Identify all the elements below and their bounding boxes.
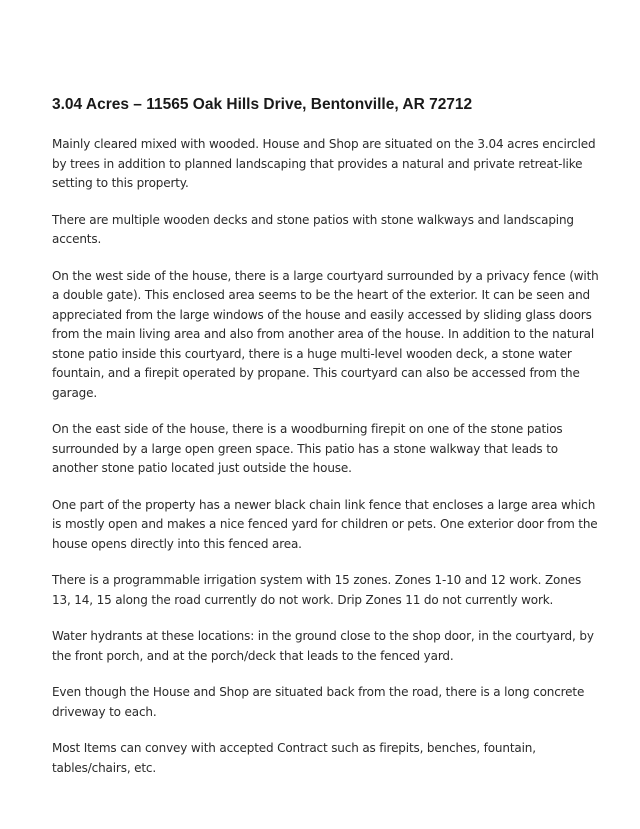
paragraph-east-firepit: On the east side of the house, there is a woodburning firepit on one of the stone patios surrounded by a large open green space. This patio has a stone walkway that leads to another stone patio located just outside the house. — [52, 422, 563, 475]
paragraph-decks-patios: There are multiple wooden decks and stone patios with stone walkways and landscaping accents. — [52, 212, 574, 246]
paragraph-fenced-yard: One part of the property has a newer black chain link fence that encloses a large area which is mostly open and makes a nice fenced yard for children or pets. One exterior door from the house opens directly into this fenced area. — [52, 497, 598, 551]
paragraph-water-hydrants: Water hydrants at these locations: in the ground close to the shop door, in the courtyard, by the front porch, and at the porch/deck that leads to the fenced yard. — [52, 629, 594, 663]
paragraph-irrigation: There is a programmable irrigation system with 15 zones. Zones 1-10 and 12 work. Zones 13, 14, 15 along the road currently do not work. Drip Zones 11 do not currently work. — [52, 573, 582, 607]
paragraph-conveyance: Most Items can convey with accepted Contract such as firepits, benches, fountain, tables/chairs, etc. — [52, 741, 536, 775]
document-title: 3.04 Acres – 11565 Oak Hills Drive, Bentonville, AR 72712 — [52, 96, 473, 113]
paragraph-land-overview: Mainly cleared mixed with wooded. House and Shop are situated on the 3.04 acres encircled by trees in addition to planned landscaping that provides a natural and private retreat-like setting to this property. — [52, 137, 596, 190]
paragraph-driveway: Even though the House and Shop are situated back from the road, there is a long concrete driveway to each. — [52, 685, 585, 719]
paragraph-west-courtyard: On the west side of the house, there is a large courtyard surrounded by a privacy fence (with a double gate). This enclosed area seems to be the heart of the exterior. It can be seen and appreciated from the large windows of the house and easily accessed by sliding glass doors from the main living area and also from another area of the house. In addition to the natural stone patio inside this courtyard, there is a huge multi-level wooden deck, a stone water fountain, and a firepit operated by propane. This courtyard can also be accessed from the garage. — [52, 268, 599, 400]
